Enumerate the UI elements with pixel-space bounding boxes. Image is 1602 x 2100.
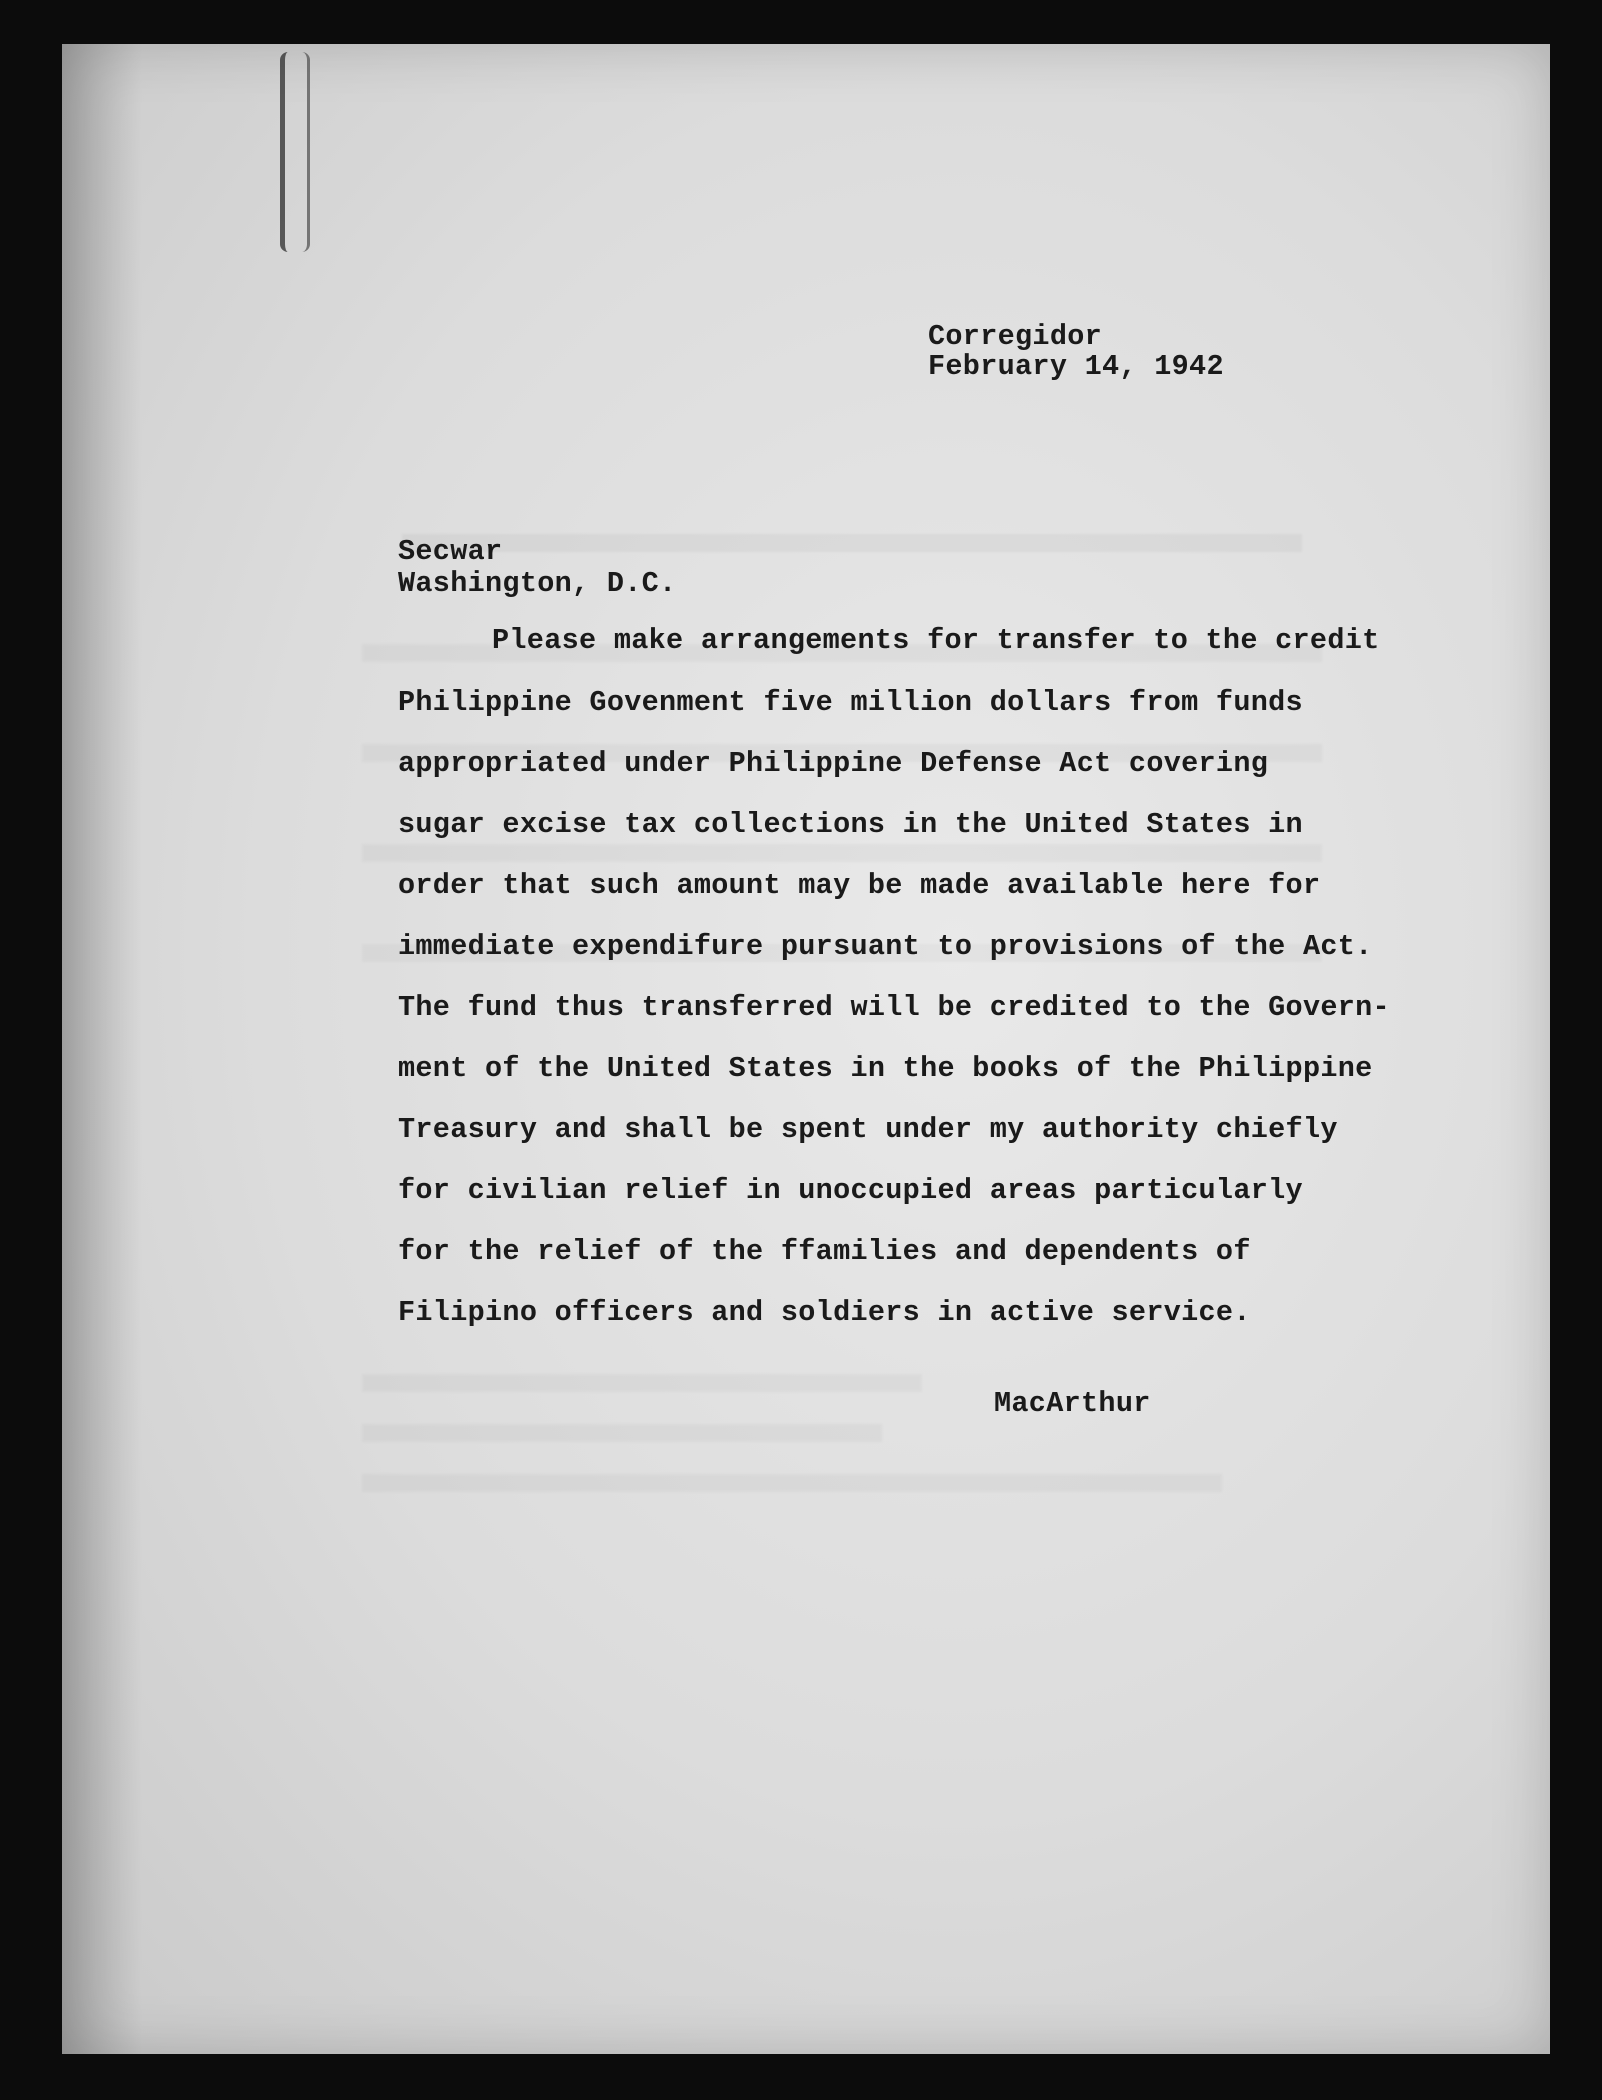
letter-place: Corregidor — [928, 320, 1103, 353]
letter-body-line: Philippine Govenment five million dollars from funds — [398, 686, 1303, 719]
bleed-through-mark — [402, 534, 1302, 552]
letter-body-line: sugar excise tax collections in the United States in — [398, 808, 1303, 841]
bleed-through-mark — [362, 1474, 1222, 1492]
letter-body-line: Please make arrangements for transfer to the credit — [492, 624, 1380, 657]
letter-body-line: appropriated under Philippine Defense Act covering — [398, 747, 1269, 780]
letter-body-line: immediate expendifure pursuant to provisions of the Act. — [398, 930, 1373, 963]
paper-edge-shadow — [62, 44, 142, 2054]
letter-date: February 14, 1942 — [928, 350, 1224, 383]
staple-fold-mark — [280, 52, 310, 252]
letter-addressee: Secwar — [398, 535, 503, 568]
letter-page — [62, 44, 1550, 2054]
letter-body-line: for civilian relief in unoccupied areas particularly — [398, 1174, 1303, 1207]
letter-body-line: ment of the United States in the books of the Philippine — [398, 1052, 1373, 1085]
bleed-through-mark — [362, 1424, 882, 1442]
bleed-through-mark — [362, 1374, 922, 1392]
letter-body-line: Treasury and shall be spent under my authority chiefly — [398, 1113, 1338, 1146]
letter-body-line: Filipino officers and soldiers in active service. — [398, 1296, 1251, 1329]
letter-body-line: order that such amount may be made available here for — [398, 869, 1321, 902]
letter-address: Washington, D.C. — [398, 567, 677, 600]
letter-body-line: for the relief of the ffamilies and dependents of — [398, 1235, 1251, 1268]
letter-body-line: The fund thus transferred will be credited to the Govern- — [398, 991, 1390, 1024]
bleed-through-mark — [362, 844, 1322, 862]
letter-signature: MacArthur — [994, 1387, 1151, 1420]
